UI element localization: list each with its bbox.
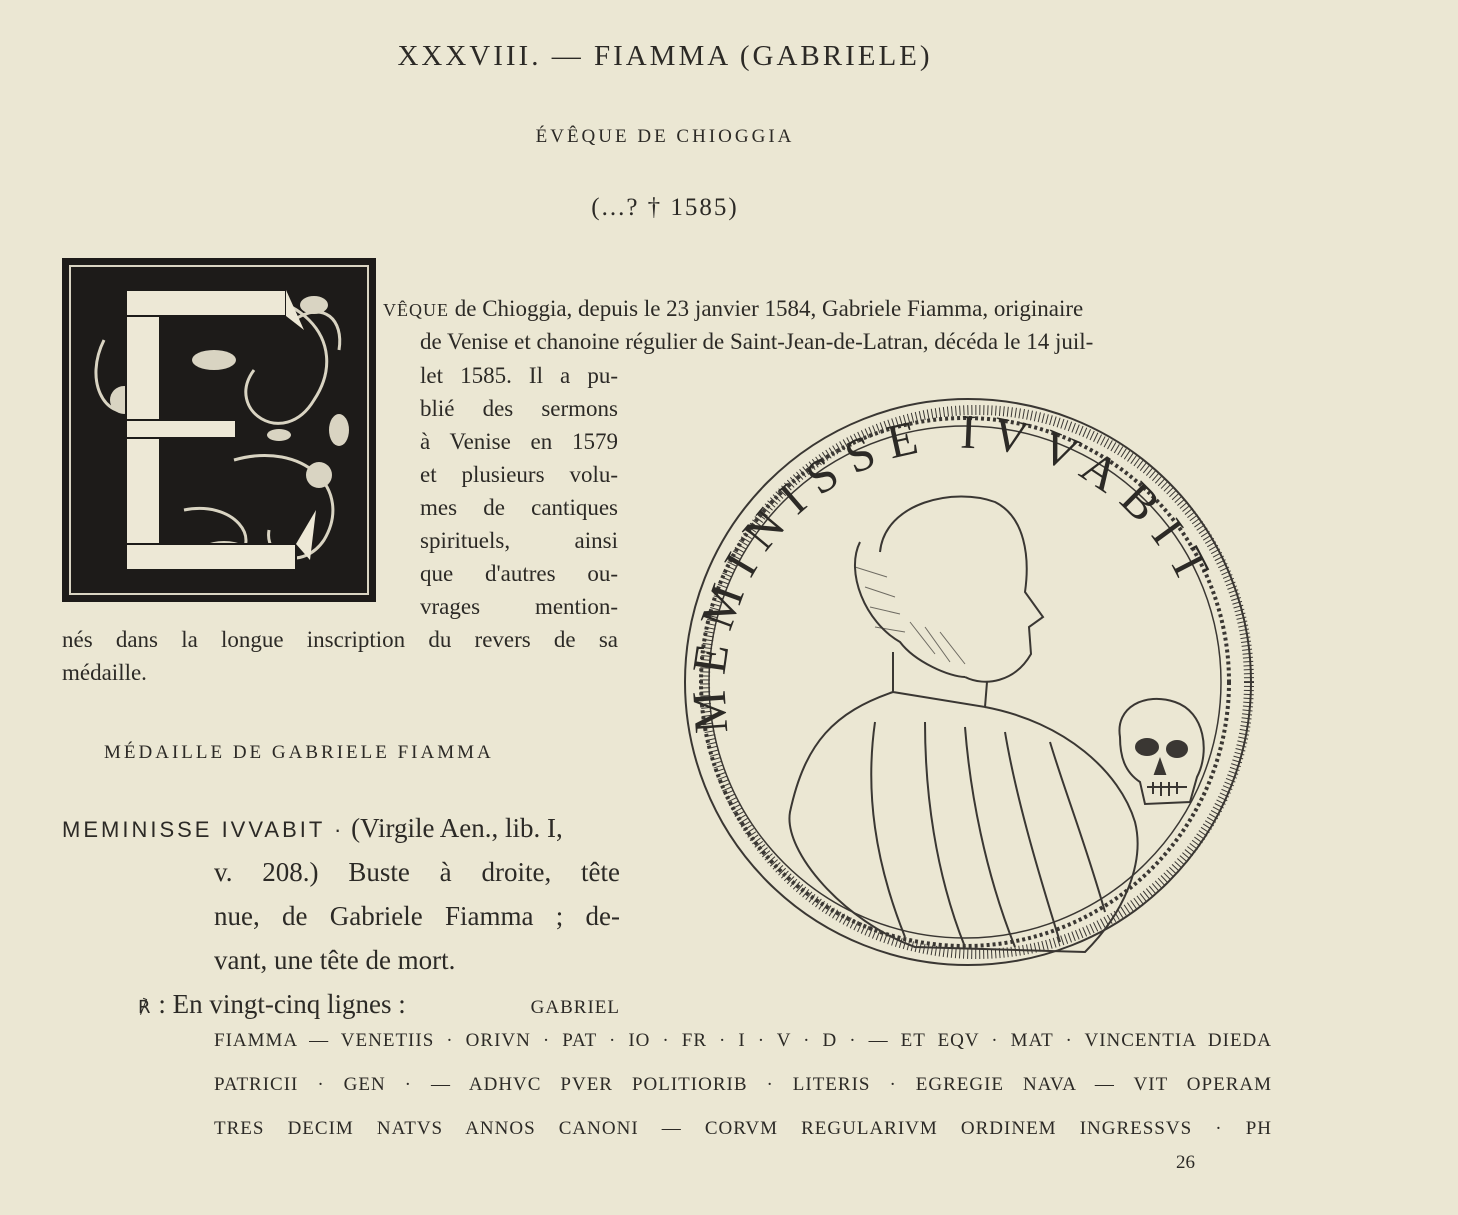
medal-legend: MEMINISSE IVVABIT (681, 405, 1226, 736)
life-dates: (...? † 1585) (591, 194, 739, 221)
obverse-line: nue, de Gabriele Fiamma ; de- (214, 901, 620, 931)
page-number: 26 (1176, 1152, 1195, 1173)
obverse-first-line (62, 806, 563, 852)
medal-illustration (665, 392, 1275, 982)
inscription-line: PATRICII · GEN · — ADHVC PVER POLITIORIB · LITERIS · EGREGIE NAVA — VIT OPERAM (214, 1074, 1272, 1095)
section-heading: MÉDAILLE DE GABRIELE FIAMMA (104, 742, 494, 763)
bio-line: blié des sermons (420, 396, 618, 421)
subtitle: ÉVÊQUE DE CHIOGGIA (535, 126, 795, 147)
inscription-line: FIAMMA — VENETIIS · ORIVN · PAT · IO · FR · I · V · D · — ET EQV · MAT · VINCENTIA DIEDA (214, 1030, 1272, 1051)
chapter-title: XXXVIII. — FIAMMA (GABRIELE) (397, 40, 933, 72)
bio-line: à Venise en 1579 (420, 429, 618, 454)
bio-line: de Venise et chanoine régulier de Saint-Jean-de-Latran, décéda le 14 juil- (420, 329, 1094, 354)
bio-line: nés dans la longue inscription du revers de sa (62, 627, 618, 652)
bio-first-word: VÊQUE (383, 300, 449, 320)
obverse-legend: MEMINISSE IVVABIT · (62, 817, 345, 842)
bio-line: let 1585. Il a pu- (420, 363, 618, 388)
reverse-first-word: GABRIEL (530, 997, 620, 1018)
medal-drawing (665, 392, 1275, 982)
bio-line: mes de cantiques (420, 495, 618, 520)
obverse-line: vant, une tête de mort. (214, 945, 456, 975)
bio-line: vrages mention- (420, 594, 618, 619)
reverse-intro: : En vingt-cinq lignes : (158, 989, 406, 1019)
bio-line: et plusieurs volu- (420, 462, 618, 487)
ornamental-initial-art (64, 260, 374, 600)
obverse-line: (Virgile Aen., lib. I, (351, 813, 563, 843)
bio-line: spirituels, ainsi (420, 528, 618, 553)
reverse-mark: ℟ (138, 997, 151, 1017)
bio-line: que d'autres ou- (420, 561, 618, 586)
obverse-line: v. 208.) Buste à droite, tête (214, 857, 620, 887)
ornamental-initial (62, 258, 376, 602)
inscription-line: TRES DECIM NATVS ANNOS CANONI — CORVM REGULARIVM ORDINEM INGRESSVS · PH (214, 1118, 1272, 1139)
bio-line: médaille. (62, 660, 147, 685)
reverse-intro-line (138, 982, 620, 1030)
bio-first-line (383, 292, 1083, 327)
bio-line: de Chioggia, depuis le 23 janvier 1584, Gabriele Fiamma, originaire (454, 296, 1084, 321)
